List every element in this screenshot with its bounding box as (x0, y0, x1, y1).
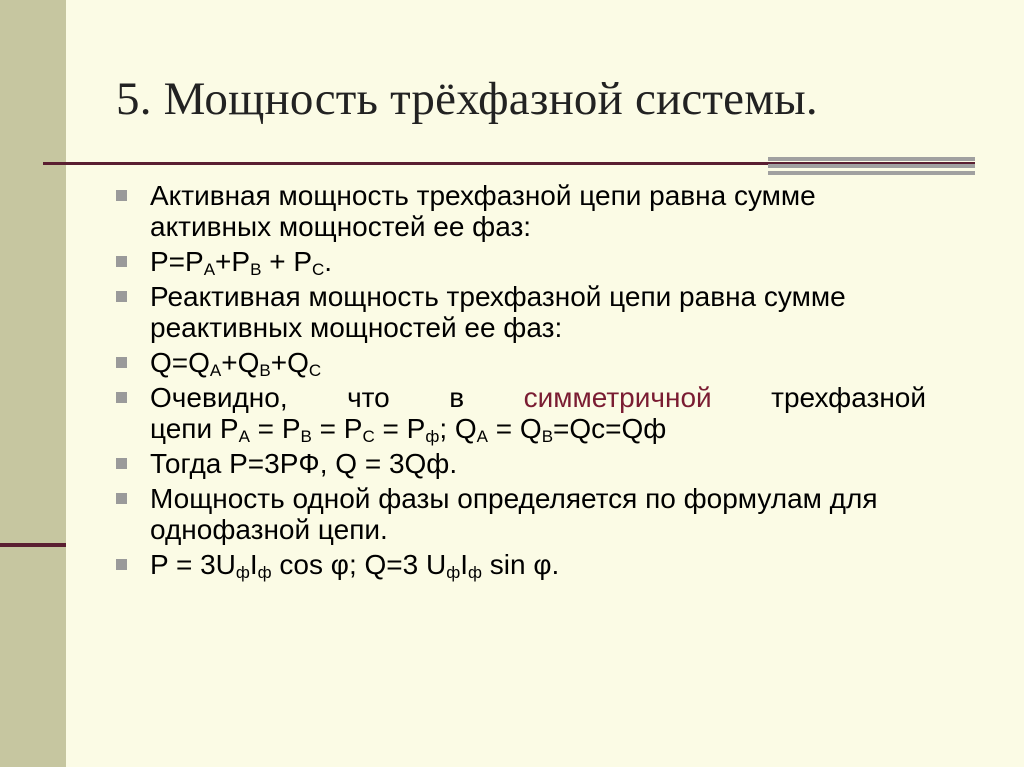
formula-subscript: A (238, 427, 250, 446)
formula-part: Q=Q (150, 347, 210, 378)
bullet-active-power (116, 180, 926, 242)
formula-part: P = 3U (150, 549, 236, 580)
formula-part: = P (249, 413, 301, 444)
formula-part: +P (215, 246, 251, 277)
bullet-single-phase (116, 483, 926, 545)
formula-part: = P (374, 413, 426, 444)
formula-part: цепи P (150, 413, 239, 444)
formula-part: =Qc=Qф (553, 413, 667, 444)
bullet-text: Активная мощность трехфазной цепи равна сумме активных мощностей ее фаз: (150, 180, 816, 242)
formula-subscript: B (300, 427, 312, 446)
formula-part: + P (261, 246, 313, 277)
bullet-list (116, 180, 926, 584)
formula-part: sin φ. (482, 549, 560, 580)
formula-part: = P (311, 413, 363, 444)
bullet-text: Мощность одной фазы определяется по формулам для однофазной цепи. (150, 483, 878, 545)
formula-part: +Q (221, 347, 260, 378)
bullet-active-power-formula (116, 246, 926, 277)
bullet-reactive-power (116, 281, 926, 343)
highlighted-term: симметричной (523, 382, 712, 413)
formula-subscript: C (308, 361, 322, 380)
left-bar-accent-line (0, 543, 66, 547)
square-bullet-icon (116, 392, 127, 403)
formula-subscript: B (259, 361, 271, 380)
bullet-text: Очевидно, что в (150, 382, 524, 413)
title-gray-stripes (768, 157, 975, 175)
square-bullet-icon (116, 458, 127, 469)
square-bullet-icon (116, 256, 127, 267)
formula-subscript: ф (235, 563, 250, 582)
formula-subscript: ф (468, 563, 482, 582)
formula-part: I (460, 549, 468, 580)
symmetric-line-1 (150, 382, 926, 413)
bullet-symmetric-circuit (116, 382, 926, 444)
formula-subscript: ф (257, 563, 272, 582)
formula-subscript: A (203, 260, 216, 279)
square-bullet-icon (116, 559, 127, 570)
bullet-text: Тогда P=3PФ, Q = 3Qф. (150, 448, 458, 479)
formula-subscript: B (541, 427, 554, 446)
formula-subscript: A (476, 427, 488, 446)
bullet-text: трехфазной (711, 382, 926, 413)
bullet-total-power (116, 448, 926, 479)
formula-subscript: A (209, 361, 222, 380)
formula-part: +Q (270, 347, 309, 378)
square-bullet-icon (116, 190, 127, 201)
formula-subscript: ф (446, 563, 461, 582)
square-bullet-icon (116, 493, 127, 504)
bullet-phase-formula (116, 549, 926, 580)
bullet-text: Реактивная мощность трехфазной цепи равна сумме реактивных мощностей ее фаз: (150, 281, 846, 343)
formula-subscript: C (362, 427, 375, 446)
slide-title: 5. Мощность трёхфазной системы. (116, 73, 818, 125)
formula-subscript: B (250, 260, 262, 279)
formula-subscript: C (312, 260, 325, 279)
formula-part: . (324, 246, 333, 277)
bullet-reactive-power-formula (116, 347, 926, 378)
left-decorative-bar (0, 0, 66, 767)
formula-part: ; Q (439, 413, 477, 444)
formula-part: cos φ; Q=3 U (271, 549, 447, 580)
formula-part: = Q (488, 413, 542, 444)
square-bullet-icon (116, 291, 127, 302)
square-bullet-icon (116, 357, 127, 368)
symmetric-line-2 (150, 413, 926, 444)
formula-part: P=P (150, 246, 204, 277)
formula-part: I (249, 549, 258, 580)
formula-subscript: ф (425, 427, 440, 446)
